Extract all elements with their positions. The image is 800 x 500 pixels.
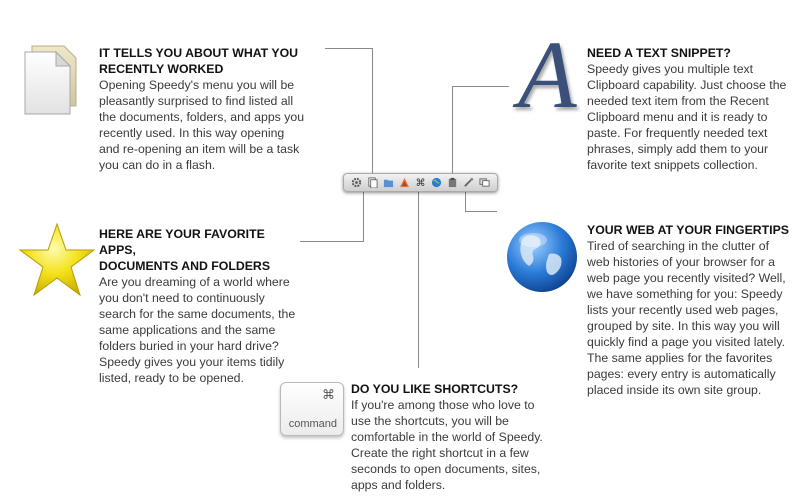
web-icon[interactable] bbox=[431, 177, 442, 188]
recent-line-3: the documents, folders, and apps you bbox=[99, 110, 305, 124]
connector-favorites-v bbox=[363, 192, 364, 242]
favorites-line-6: Speedy gives you your items tidily bbox=[99, 355, 285, 369]
section-web bbox=[587, 222, 797, 398]
command-key-label: command bbox=[288, 418, 337, 430]
web-line-1: Tired of searching in the clutter of bbox=[587, 239, 770, 253]
clipboard-icon[interactable] bbox=[447, 177, 458, 188]
favorites-line-1: Are you dreaming of a world where bbox=[99, 275, 290, 289]
tools-icon[interactable] bbox=[463, 177, 474, 188]
favorites-line-4: same applications and the same bbox=[99, 323, 276, 337]
speedy-toolbar bbox=[343, 173, 498, 192]
shortcuts-line-4: Create the right shortcut in a few bbox=[351, 446, 529, 460]
web-line-10: placed inside its own site group. bbox=[587, 383, 762, 397]
snippet-line-4: Clipboard menu and it is ready to bbox=[587, 110, 768, 124]
document-icon bbox=[22, 44, 78, 116]
snippet-line-7: favorite text snippets collection. bbox=[587, 158, 758, 172]
section-shortcuts bbox=[351, 381, 551, 493]
recent-line-1: Opening Speedy's menu you will be bbox=[99, 78, 295, 92]
folder-icon[interactable] bbox=[383, 177, 394, 188]
command-icon[interactable] bbox=[415, 177, 426, 188]
gear-icon[interactable] bbox=[351, 177, 362, 188]
recent-title-1: IT TELLS YOU ABOUT WHAT YOU bbox=[99, 46, 299, 60]
favorites-title-2: DOCUMENTS AND FOLDERS bbox=[99, 259, 271, 273]
snippet-line-3: needed text item from the Recent bbox=[587, 94, 769, 108]
section-recent bbox=[99, 45, 319, 173]
shortcuts-line-3: comfortable in the world of Speedy. bbox=[351, 430, 543, 444]
recent-line-4: recently used. In this way opening bbox=[99, 126, 285, 140]
snippet-title: NEED A TEXT SNIPPET? bbox=[587, 46, 731, 60]
favorites-line-7: listed, ready to be opened. bbox=[99, 371, 244, 385]
web-line-2: web histories of your browser for a bbox=[587, 255, 775, 269]
recent-line-6: you can do in a flash. bbox=[99, 158, 216, 172]
shortcuts-line-5: seconds to open documents, sites, bbox=[351, 462, 541, 476]
svg-text:⌘: ⌘ bbox=[415, 178, 426, 188]
recent-title-2: RECENTLY WORKED bbox=[99, 62, 224, 76]
connector-recent-h bbox=[325, 48, 373, 49]
web-line-4: we have something for you: Speedy bbox=[587, 287, 783, 301]
globe-icon bbox=[505, 220, 579, 294]
recent-line-2: pleasantly surprised to find listed all bbox=[99, 94, 294, 108]
web-line-8: The same applies for the favorites bbox=[587, 351, 773, 365]
connector-recent-v bbox=[372, 48, 373, 173]
web-title: YOUR WEB AT YOUR FINGERTIPS bbox=[587, 223, 789, 237]
snippet-line-1: Speedy gives you multiple text bbox=[587, 62, 754, 76]
connector-snippet-v bbox=[452, 86, 453, 173]
shortcuts-line-2: use the shortcuts, you will be bbox=[351, 414, 509, 428]
documents-icon[interactable] bbox=[367, 177, 378, 188]
connector-favorites-h bbox=[300, 241, 364, 242]
favorites-title-1: HERE ARE YOUR FAVORITE APPS, bbox=[99, 227, 265, 257]
recent-line-5: and re-opening an item will be a task bbox=[99, 142, 300, 156]
command-glyph: ⌘ bbox=[322, 387, 335, 402]
letter-a-icon: A bbox=[518, 21, 577, 128]
web-line-9: pages: every entry is automatically bbox=[587, 367, 776, 381]
web-line-6: grouped by site. In this way you will bbox=[587, 319, 780, 333]
connector-web-h bbox=[465, 211, 497, 212]
star-icon bbox=[18, 222, 96, 298]
section-favorites bbox=[99, 226, 299, 386]
command-key-icon bbox=[280, 382, 344, 436]
web-line-3: web page you recently visited? Well, bbox=[587, 271, 786, 285]
snippet-line-2: Clipboard capability. Just choose the bbox=[587, 78, 787, 92]
snippet-line-6: phrases, simply add them to your bbox=[587, 142, 769, 156]
favorites-line-2: you don't need to continuously bbox=[99, 291, 265, 305]
shortcuts-title: DO YOU LIKE SHORTCUTS? bbox=[351, 382, 519, 396]
shortcuts-line-6: apps and folders. bbox=[351, 478, 446, 492]
connector-web-v bbox=[465, 192, 466, 212]
web-line-5: lists your recently used web pages, bbox=[587, 303, 779, 317]
shortcuts-line-1: If you're among those who love to bbox=[351, 398, 535, 412]
apps-icon[interactable] bbox=[399, 177, 410, 188]
connector-shortcuts-v bbox=[418, 192, 419, 368]
web-line-7: quickly find a page you visited lately. bbox=[587, 335, 785, 349]
section-snippet bbox=[587, 45, 797, 173]
favorites-line-3: search for the same documents, the bbox=[99, 307, 296, 321]
snippet-line-5: paste. For frequently needed text bbox=[587, 126, 768, 140]
windows-icon[interactable] bbox=[479, 177, 490, 188]
favorites-line-5: folders buried in your hard drive? bbox=[99, 339, 279, 353]
connector-snippet-h bbox=[452, 86, 509, 87]
